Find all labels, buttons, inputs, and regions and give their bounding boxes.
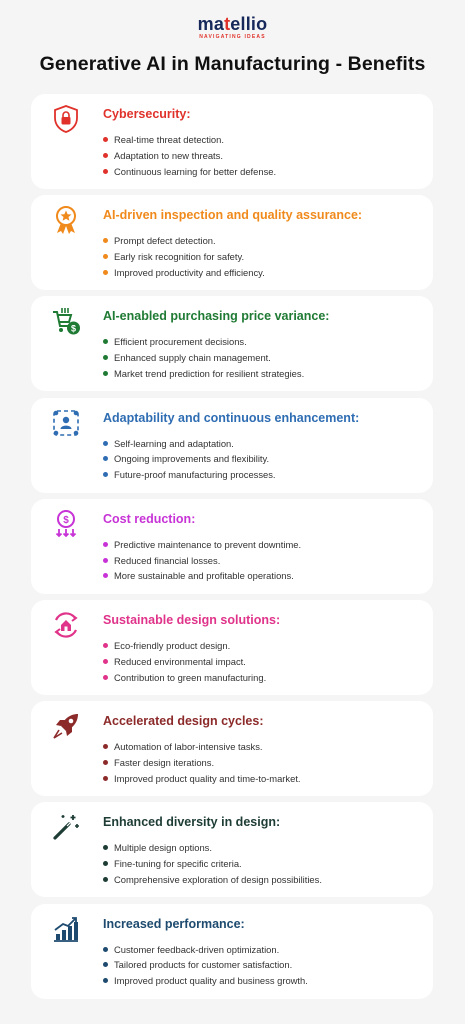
benefit-title: Cybersecurity: — [103, 107, 191, 121]
coin-down-arrows-icon — [51, 509, 81, 539]
rocket-icon — [51, 711, 81, 741]
benefit-point: Prompt defect detection. — [103, 233, 265, 249]
svg-text:$: $ — [70, 323, 77, 334]
benefit-points — [103, 436, 276, 483]
benefit-points — [103, 537, 301, 584]
brand-logo — [0, 14, 465, 41]
team-network-icon — [51, 408, 81, 438]
award-badge-icon — [51, 205, 81, 235]
benefits-list — [31, 94, 433, 1005]
benefit-title: Increased performance: — [103, 916, 245, 931]
benefit-card-adaptability — [31, 398, 433, 493]
benefit-points — [103, 132, 276, 179]
benefit-point: Continuous learning for better defense. — [103, 164, 276, 180]
benefit-points — [103, 739, 301, 786]
benefit-point: Comprehensive exploration of design possibilities. — [103, 872, 322, 888]
benefit-title: AI-enabled purchasing price variance: — [103, 309, 330, 324]
benefit-point: Multiple design options. — [103, 840, 322, 856]
benefit-point: Real-time threat detection. — [103, 132, 276, 148]
benefit-title: Enhanced diversity in design: — [103, 815, 281, 830]
benefit-point: Contribution to green manufacturing. — [103, 670, 266, 686]
benefit-point: Improved product quality and business growth. — [103, 973, 308, 989]
magic-wand-icon — [51, 812, 81, 842]
benefit-point: Customer feedback-driven optimization. — [103, 942, 308, 958]
benefit-point: Market trend prediction for resilient strategies. — [103, 366, 304, 382]
page-title: Generative AI in Manufacturing - Benefits — [39, 53, 426, 75]
benefit-point: Eco-friendly product design. — [103, 638, 266, 654]
benefit-card-accelerated — [31, 701, 433, 796]
benefit-title: Accelerated design cycles: — [103, 714, 264, 729]
benefit-points — [103, 638, 266, 685]
shield-lock-icon — [51, 104, 81, 134]
benefit-point: Faster design iterations. — [103, 755, 301, 771]
brand-name: matellio — [197, 14, 268, 34]
benefit-point: Efficient procurement decisions. — [103, 334, 304, 350]
benefit-card-performance — [31, 904, 433, 999]
benefit-point: Predictive maintenance to prevent downtime. — [103, 537, 301, 553]
benefit-title: Cost reduction: — [103, 511, 196, 526]
benefit-card-sustainable — [31, 600, 433, 695]
benefit-title: AI-driven inspection and quality assurance: — [103, 208, 363, 223]
benefit-point: Reduced financial losses. — [103, 553, 301, 569]
benefit-title: Sustainable design solutions: — [103, 612, 281, 627]
benefit-points — [103, 334, 304, 381]
benefit-card-cybersecurity — [31, 94, 433, 189]
eco-cycle-icon — [51, 610, 81, 640]
shopping-cart-dollar-icon — [51, 306, 81, 336]
benefit-points — [103, 942, 308, 989]
benefit-card-diversity — [31, 802, 433, 897]
benefit-point: Enhanced supply chain management. — [103, 350, 304, 366]
benefit-point: More sustainable and profitable operations. — [103, 568, 301, 584]
benefit-point: Tailored products for customer satisfaction. — [103, 957, 308, 973]
benefit-point: Ongoing improvements and flexibility. — [103, 451, 276, 467]
benefit-points — [103, 840, 322, 887]
benefit-title: Adaptability and continuous enhancement: — [103, 410, 360, 425]
benefit-point: Improved product quality and time-to-market. — [103, 771, 301, 787]
svg-text:$: $ — [63, 514, 69, 526]
benefit-card-purchasing — [31, 296, 433, 391]
benefit-point: Self-learning and adaptation. — [103, 436, 276, 452]
brand-tagline: NAVIGATING IDEAS — [199, 34, 266, 40]
benefit-card-cost-reduction — [31, 499, 433, 594]
benefit-point: Automation of labor-intensive tasks. — [103, 739, 301, 755]
benefit-point: Early risk recognition for safety. — [103, 249, 265, 265]
benefit-point: Future-proof manufacturing processes. — [103, 467, 276, 483]
benefit-point: Reduced environmental impact. — [103, 654, 266, 670]
benefit-point: Adaptation to new threats. — [103, 148, 276, 164]
benefit-card-inspection — [31, 195, 433, 290]
benefit-points — [103, 233, 265, 280]
benefit-point: Fine-tuning for specific criteria. — [103, 856, 322, 872]
benefit-point: Improved productivity and efficiency. — [103, 265, 265, 281]
growth-chart-icon — [51, 914, 81, 944]
